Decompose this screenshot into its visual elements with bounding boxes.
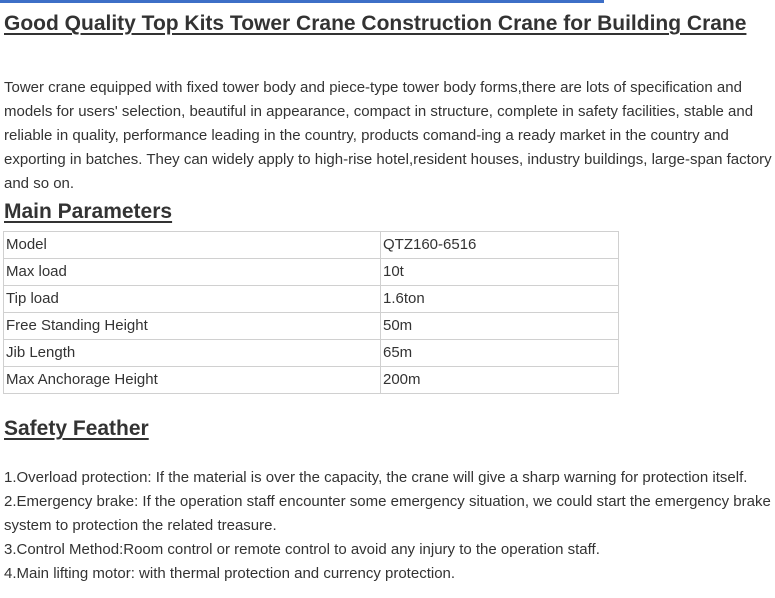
parameter-value: 1.6ton — [381, 286, 619, 313]
main-parameters-heading: Main Parameters — [4, 200, 173, 223]
parameter-value: 50m — [381, 313, 619, 340]
parameter-value: QTZ160-6516 — [381, 232, 619, 259]
table-row — [4, 232, 619, 259]
parameter-name: Tip load — [4, 286, 381, 313]
parameter-name: Model — [4, 232, 381, 259]
parameter-value: 10t — [381, 259, 619, 286]
top-rule-divider — [0, 0, 604, 3]
parameter-name: Free Standing Height — [4, 313, 381, 340]
parameter-name: Max load — [4, 259, 381, 286]
parameters-table — [3, 231, 619, 394]
intro-paragraph: Tower crane equipped with fixed tower body and piece-type tower body forms,there are lots of specification and models for users' selection, beautiful in appearance, compact in structure, complete in safety facilities, stable and reliable in quality, performance leading in the country, products comand-ing a ready market in the country and exporting in batches. They can widely apply to high-rise hotel,resident houses, industry buildings, large-span factory and so on. — [4, 79, 772, 192]
parameter-value: 200m — [381, 367, 619, 394]
safety-feature-list — [4, 466, 774, 586]
table-row — [4, 313, 619, 340]
parameter-name: Max Anchorage Height — [4, 367, 381, 394]
table-row — [4, 259, 619, 286]
list-item: 1.Overload protection: If the material is over the capacity, the crane will give a sharp warning for protection itself. — [4, 469, 748, 486]
list-item: 2.Emergency brake: If the operation staff encounter some emergency situation, we could start the emergency brake system to protection the related treasure. — [4, 493, 771, 534]
table-row — [4, 367, 619, 394]
parameter-name: Jib Length — [4, 340, 381, 367]
list-item: 3.Control Method:Room control or remote control to avoid any injury to the operation staff. — [4, 541, 600, 558]
page-title: Good Quality Top Kits Tower Crane Construction Crane for Building Crane — [4, 12, 747, 35]
safety-feather-heading: Safety Feather — [4, 417, 149, 440]
table-row — [4, 286, 619, 313]
table-row — [4, 340, 619, 367]
parameter-value: 65m — [381, 340, 619, 367]
list-item: 4.Main lifting motor: with thermal protection and currency protection. — [4, 565, 456, 582]
